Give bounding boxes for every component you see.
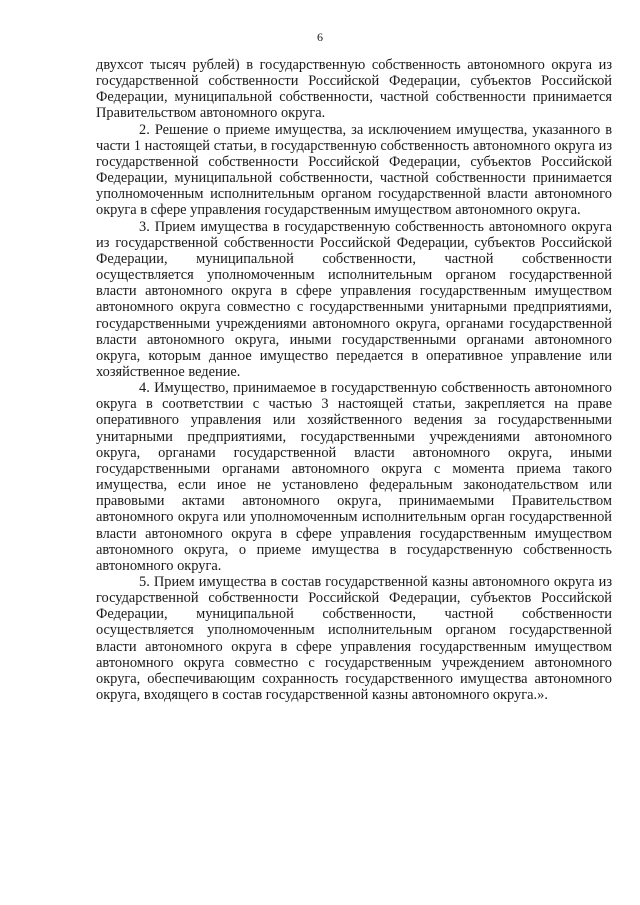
page-number: 6 — [317, 30, 323, 44]
paragraph-continuation: двухсот тысяч рублей) в государственную собственность автономного округа из государственной собственности Российской Федерации, субъектов Российской Федерации, муниципальной собственности, частной собственности принимается Правительством автономного округа. — [96, 57, 612, 122]
paragraph-item-2: 2. Решение о приеме имущества, за исключением имущества, указанного в части 1 настоящей статьи, в государственную собственность автономного округа из государственной собственности Российской Федерации, субъектов Российской Федерации, муниципальной собственности, частной собственности принимается уполномоченным исполнительным органом государственной власти автономного округа в сфере управления государственным имуществом автономного округа. — [96, 121, 612, 219]
paragraph-item-3: 3. Прием имущества в государственную собственность автономного округа из государственной собственности Российской Федерации, субъектов Российской Федерации, муниципальной собственности, частной собственности осуществляется уполномоченным исполнительным органом государственной власти автономного округа в сфере управления государственным имуществом автономного округа совместно с государственными унитарными предприятиями, государственными учреждениями автономного округа, органами государственной власти автономного округа, иными государственными органами автономного округа, которым данное имущество передается в оперативное управление или хозяйственное ведение. — [96, 218, 612, 380]
document-body — [96, 57, 612, 703]
paragraph-item-5: 5. Прием имущества в состав государственной казны автономного округа из государственной собственности Российской Федерации, субъектов Российской Федерации, муниципальной собственности, частной собственности осуществляется уполномоченным исполнительным органом государственной власти автономного округа в сфере управления государственным имуществом автономного округа совместно с государственным учреждением автономного округа, обеспечивающим сохранность государственного имущества автономного округа, входящего в состав государственной казны автономного округа.». — [96, 574, 612, 704]
paragraph-item-4: 4. Имущество, принимаемое в государственную собственность автономного округа в соответствии с частью 3 настоящей статьи, закрепляется на праве оперативного управления или хозяйственного ведения за государственными унитарными предприятиями, государственными учреждениями автономного округа, органами государственной власти автономного округа, иными государственными органами автономного округа с момента приема такого имущества, если иное не установлено федеральным законодательством или правовыми актами автономного округа, принимаемыми Правительством автономного округа или уполномоченным исполнительным орган государственной власти автономного округа в сфере управления государственным имуществом автономного округа, о приеме имущества в государственную собственность автономного округа. — [96, 380, 612, 574]
